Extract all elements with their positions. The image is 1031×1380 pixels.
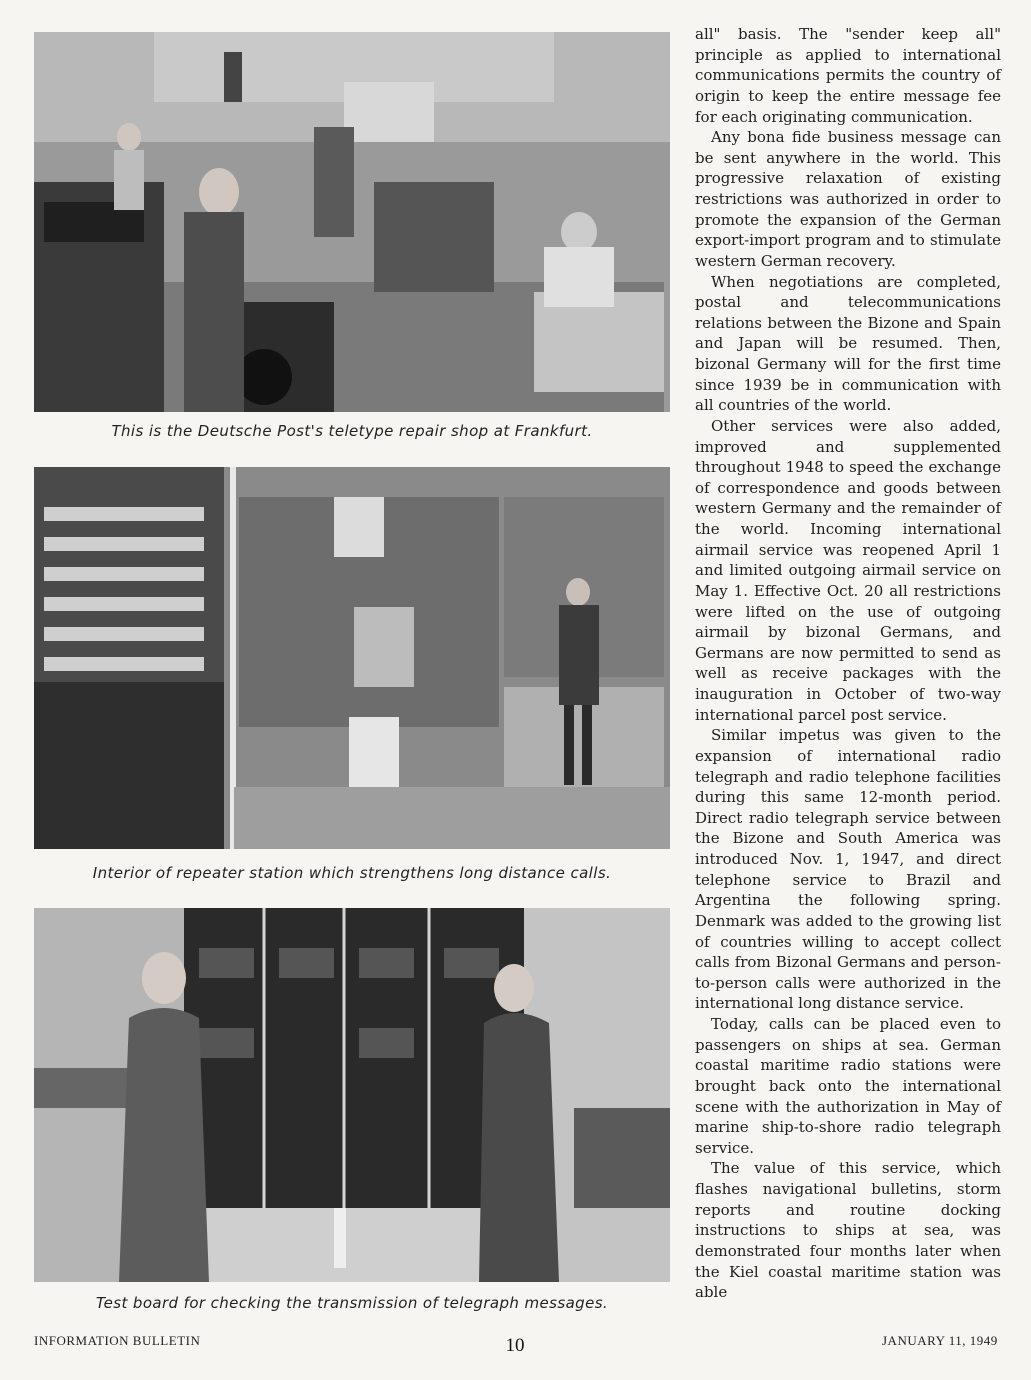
photo-caption: This is the Deutsche Post's teletype repair shop at Frankfurt. (111, 422, 593, 440)
photo-1-illustration (34, 32, 670, 412)
photo-repeater-station (34, 467, 670, 849)
photo-caption: Test board for checking the transmission of telegraph messages. (95, 1294, 609, 1312)
article-paragraph: Other services were also added, improved and supplemented throughout 1948 to speed the exchange of correspondence and goods between western Germany and the remainder of the world. Incoming international airmail service was reopened April 1 and limited outgoing airmail service on May 1. Effective Oct. 20 all restrictions were lifted on the use of outgoing airmail by bizonal Germans, and Germans are now permitted to send as well as receive packages with the inauguration in October of two-way international parcel post service. (695, 416, 1001, 724)
article-paragraph: Any bona fide business message can be sent anywhere in the world. This progressive relaxation of existing restrictions was authorized in order to promote the expansion of the German export-import program and to stimulate western German recovery. (695, 128, 1001, 270)
article-paragraph: When negotiations are completed, postal and telecommunications relations between the Bizone and Spain and Japan will be resumed. Then, bizonal Germany will for the first time since 1939 be in communication with all countries of the world. (695, 272, 1001, 415)
article-column (695, 24, 1001, 1303)
photo-2-illustration (34, 467, 670, 849)
article-paragraph: Today, calls can be placed even to passengers on ships at sea. German coastal maritime radio stations were brought back onto the international scene with the authorization in May of marine ship-to-shore radio telegraph service. (695, 1015, 1001, 1157)
photo-caption: Interior of repeater station which strengthens long distance calls. (92, 864, 612, 882)
page-number: 10 (505, 1335, 525, 1356)
photo-test-board (34, 908, 670, 1282)
photo-3-illustration (34, 908, 670, 1282)
article-paragraph: The value of this service, which flashes navigational bulletins, storm reports and routine docking instructions to ships at sea, was demonstrated four months later when the Kiel coastal maritime station was able (695, 1159, 1001, 1302)
article-paragraph: Similar impetus was given to the expansion of international radio telegraph and radio telephone facilities during this same 12-month period. Direct radio telegraph service between the Bizone and South America was introduced Nov. 1, 1947, and direct telephone service to Brazil and Argentina the following spring. Denmark was added to the growing list of countries willing to accept collect calls from Bizonal Germans and person-to-person calls were authorized in the international long distance service. (695, 726, 1001, 1013)
footer-date: JANUARY 11, 1949 (882, 1333, 998, 1348)
article-paragraph: all" basis. The "sender keep all" principle as applied to international communications permits the country of origin to keep the entire message fee for each originating communication. (695, 25, 1001, 126)
photo-teletype-repair-shop (34, 32, 670, 412)
footer-publication: INFORMATION BULLETIN (34, 1333, 201, 1348)
